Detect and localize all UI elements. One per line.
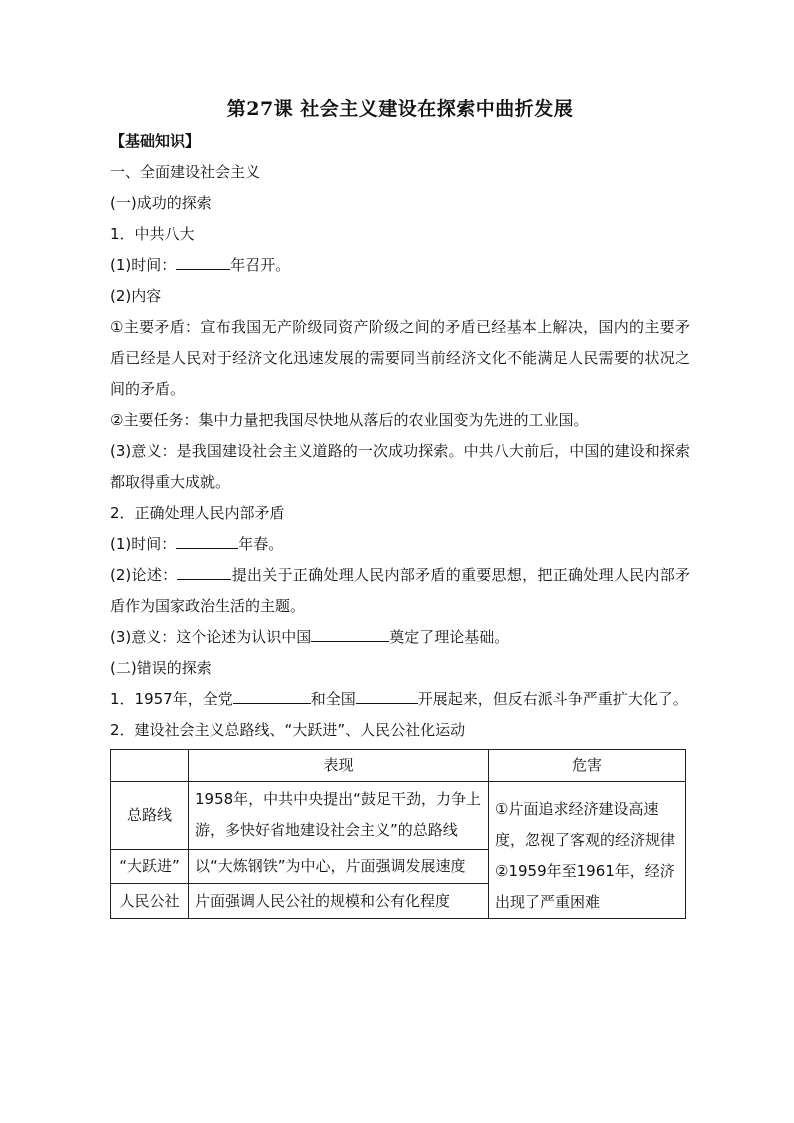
table-header-cell: 危害 — [489, 750, 686, 782]
item1-point1: ①主要矛盾：宣布我国无产阶级同资产阶级之间的矛盾已经基本上解决，国内的主要矛盾已经是人民对于经济文化迅速发展的需要同当前经济文化不能满足人民需要的状况之间的矛盾。 — [110, 318, 690, 398]
row-performance: 片面强调人民公社的规模和公有化程度 — [189, 884, 489, 919]
item2-time-suffix: 年春。 — [238, 535, 284, 553]
table-header-cell: 表现 — [189, 750, 489, 782]
answer-blank[interactable] — [176, 531, 238, 549]
table-row — [111, 782, 686, 850]
sub2-item1 — [110, 684, 690, 715]
table-header-row — [111, 750, 686, 782]
harm-cell — [489, 782, 686, 919]
item1-significance: (3)意义：是我国建设社会主义道路的一次成功探索。中共八大前后，中国的建设和探索都取得重大成就。 — [110, 442, 690, 491]
item1-time-suffix: 年召开。 — [230, 256, 291, 274]
answer-blank[interactable] — [233, 686, 311, 704]
row-label: “大跃进” — [111, 849, 189, 884]
row-performance: 1958年，中共中央提出“鼓足干劲，力争上游，多快好省地建设社会主义”的总路线 — [189, 782, 489, 850]
sub2-heading: (二)错误的探索 — [110, 659, 212, 677]
answer-blank[interactable] — [177, 562, 231, 580]
answer-blank[interactable] — [356, 686, 418, 704]
row-label: 总路线 — [111, 782, 189, 850]
comparison-table — [110, 749, 686, 919]
row-performance: 以“大炼钢铁”为中心，片面强调发展速度 — [189, 849, 489, 884]
sub1-heading: (一)成功的探索 — [110, 194, 212, 212]
item2-thesis-suffix: 提出关于正确处理人民内部矛盾的重要思想，把正确处理人民内部矛盾作为国家政治生活的主题。 — [110, 566, 690, 615]
sub2-item2-heading: 2．建设社会主义总路线、“大跃进”、人民公社化运动 — [110, 721, 466, 739]
item1-time-prefix: (1)时间： — [110, 256, 177, 274]
answer-blank[interactable] — [311, 624, 389, 642]
item1-heading: 1．中共八大 — [110, 225, 195, 243]
row-label: 人民公社 — [111, 884, 189, 919]
table-header-cell — [111, 750, 189, 782]
harm-point1: ①片面追求经济建设高速度，忽视了客观的经济规律 — [495, 800, 676, 849]
item2-heading: 2．正确处理人民内部矛盾 — [110, 504, 285, 522]
sub2-item1-middle: 和全国 — [310, 690, 356, 708]
sub2-item1-suffix: 开展起来，但反右派斗争严重扩大化了。 — [417, 690, 688, 708]
item2-time-prefix: (1)时间： — [110, 535, 177, 553]
page-title: 第27课 社会主义建设在探索中曲折发展 — [226, 98, 574, 120]
worksheet-page — [110, 92, 690, 919]
item1-point2: ②主要任务：集中力量把我国尽快地从落后的农业国变为先进的工业国。 — [110, 411, 589, 429]
item2-meaning-suffix: 奠定了理论基础。 — [389, 628, 510, 646]
answer-blank[interactable] — [176, 252, 230, 270]
basics-heading: 【基础知识】 — [110, 132, 201, 150]
item1-content-heading: (2)内容 — [110, 287, 162, 305]
sub2-item1-prefix: 1．1957年，全党 — [110, 690, 233, 708]
item2-meaning-prefix: (3)意义：这个论述为认识中国 — [110, 628, 312, 646]
item2-time — [110, 529, 690, 560]
harm-point2: ②1959年至1961年，经济出现了严重困难 — [495, 862, 675, 911]
item2-thesis-prefix: (2)论述： — [110, 566, 178, 584]
item1-time — [110, 250, 690, 281]
section1-heading: 一、全面建设社会主义 — [110, 163, 261, 181]
item2-meaning — [110, 622, 690, 653]
item2-thesis — [110, 560, 690, 622]
